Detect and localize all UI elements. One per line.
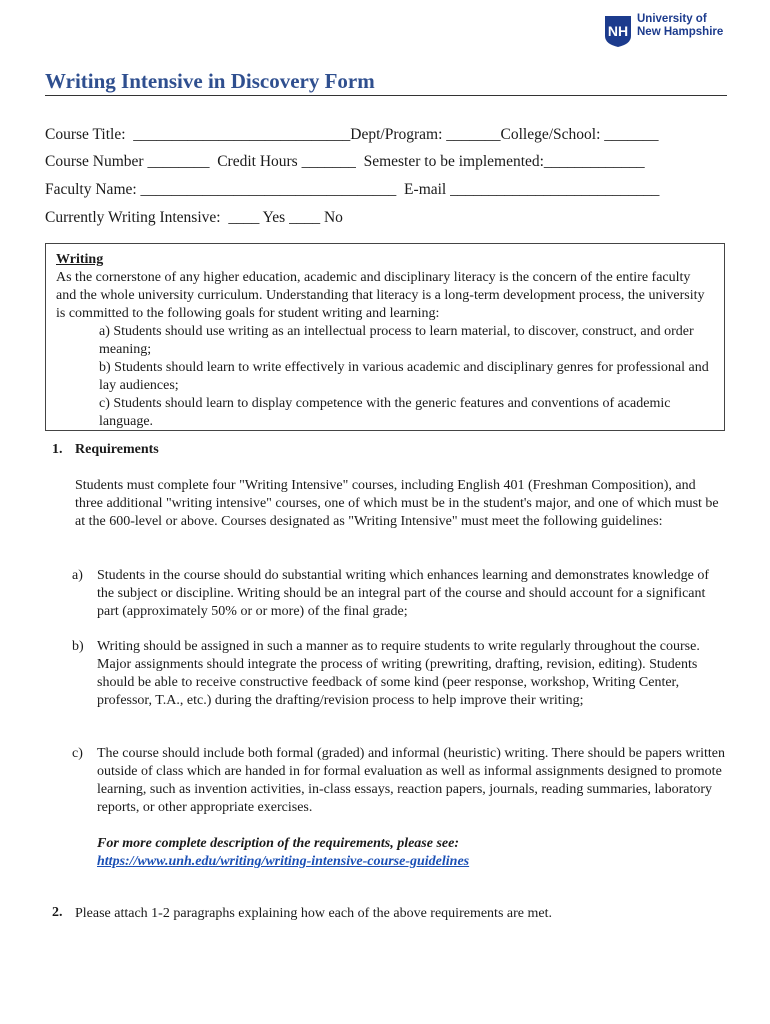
course-number-row[interactable]: Course Number ________ Credit Hours _______ Semester to be implemented:_____________ [45, 153, 645, 170]
section-1-number: 1. [52, 442, 63, 457]
writing-heading: Writing [56, 252, 104, 267]
svg-text:NH: NH [607, 23, 629, 39]
writing-intensive-row[interactable]: Currently Writing Intensive: ____ Yes ____ No [45, 209, 343, 226]
goal-c: c) Students should learn to display competence with the generic features and conventions of academic language. [99, 396, 671, 429]
page-title: Writing Intensive in Discovery Form [45, 68, 727, 96]
unh-logo [603, 12, 733, 52]
unh-shield-icon [603, 14, 633, 48]
section-1-intro: Students must complete four "Writing Intensive" courses, including English 401 (Freshman Composition), and three additional "writing intensive" courses, one of which must be in the student's major, and one of which must be at the 600-level or above. Courses designated as "Writing Intensive" must meet the following guidelines: [75, 478, 719, 529]
writing-goals-box [45, 243, 725, 431]
item-b-text: Writing should be assigned in such a manner as to require students to write regularly throughout the course. Major assignments should integrate the process of writing (prewriting, drafting, revision, editing). Students should be able to receive constructive feedback of some kind (peer response, workshop, Writing Center, professor, T.A., etc.) during the drafting/revision process to help improve their writing; [97, 639, 700, 708]
section-1-heading: Requirements [75, 442, 159, 457]
goal-a: a) Students should use writing as an intellectual process to learn material, to discover, construct, and order meaning; [99, 324, 694, 357]
item-c-text: The course should include both formal (graded) and informal (heuristic) writing. There should be papers written outside of class which are handed in for formal evaluation as well as informal assignments designed to promote learning, such as invention activities, in-class essays, reaction papers, journals, reading summaries, laboratory reports, or other appropriate exercises. [97, 746, 725, 815]
course-title-row[interactable]: Course Title: ____________________________Dept/Program: _______College/School: _______ [45, 126, 659, 143]
logo-line-1: University of [637, 13, 707, 25]
section-2-text: Please attach 1-2 paragraphs explaining how each of the above requirements are met. [75, 906, 552, 921]
goal-b: b) Students should learn to write effectively in various academic and disciplinary genres for professional and lay audiences; [99, 360, 709, 393]
item-c-label: c) [72, 746, 83, 761]
item-a-label: a) [72, 568, 83, 583]
requirements-note: For more complete description of the requirements, please see: [97, 836, 460, 851]
writing-intro: As the cornerstone of any higher education, academic and disciplinary literacy is the concern of the entire faculty and the whole university curriculum. Understanding that literacy is a long-term development process, the university is committed to the following goals for student writing and learning: [56, 270, 705, 321]
faculty-name-row[interactable]: Faculty Name: _________________________________ E-mail ___________________________ [45, 181, 660, 198]
item-b-label: b) [72, 639, 84, 654]
section-2-number: 2. [52, 905, 63, 920]
logo-text [637, 13, 723, 39]
logo-line-2: New Hampshire [637, 26, 724, 38]
requirements-note-block [97, 835, 717, 871]
item-a-text: Students in the course should do substantial writing which enhances learning and demonstrates knowledge of the subject or discipline. Writing should be an integral part of the course and should account for a significant part (approximately 50% or or more) of the final grade; [97, 568, 709, 619]
guidelines-link[interactable]: https://www.unh.edu/writing/writing-intensive-course-guidelines [97, 854, 470, 869]
